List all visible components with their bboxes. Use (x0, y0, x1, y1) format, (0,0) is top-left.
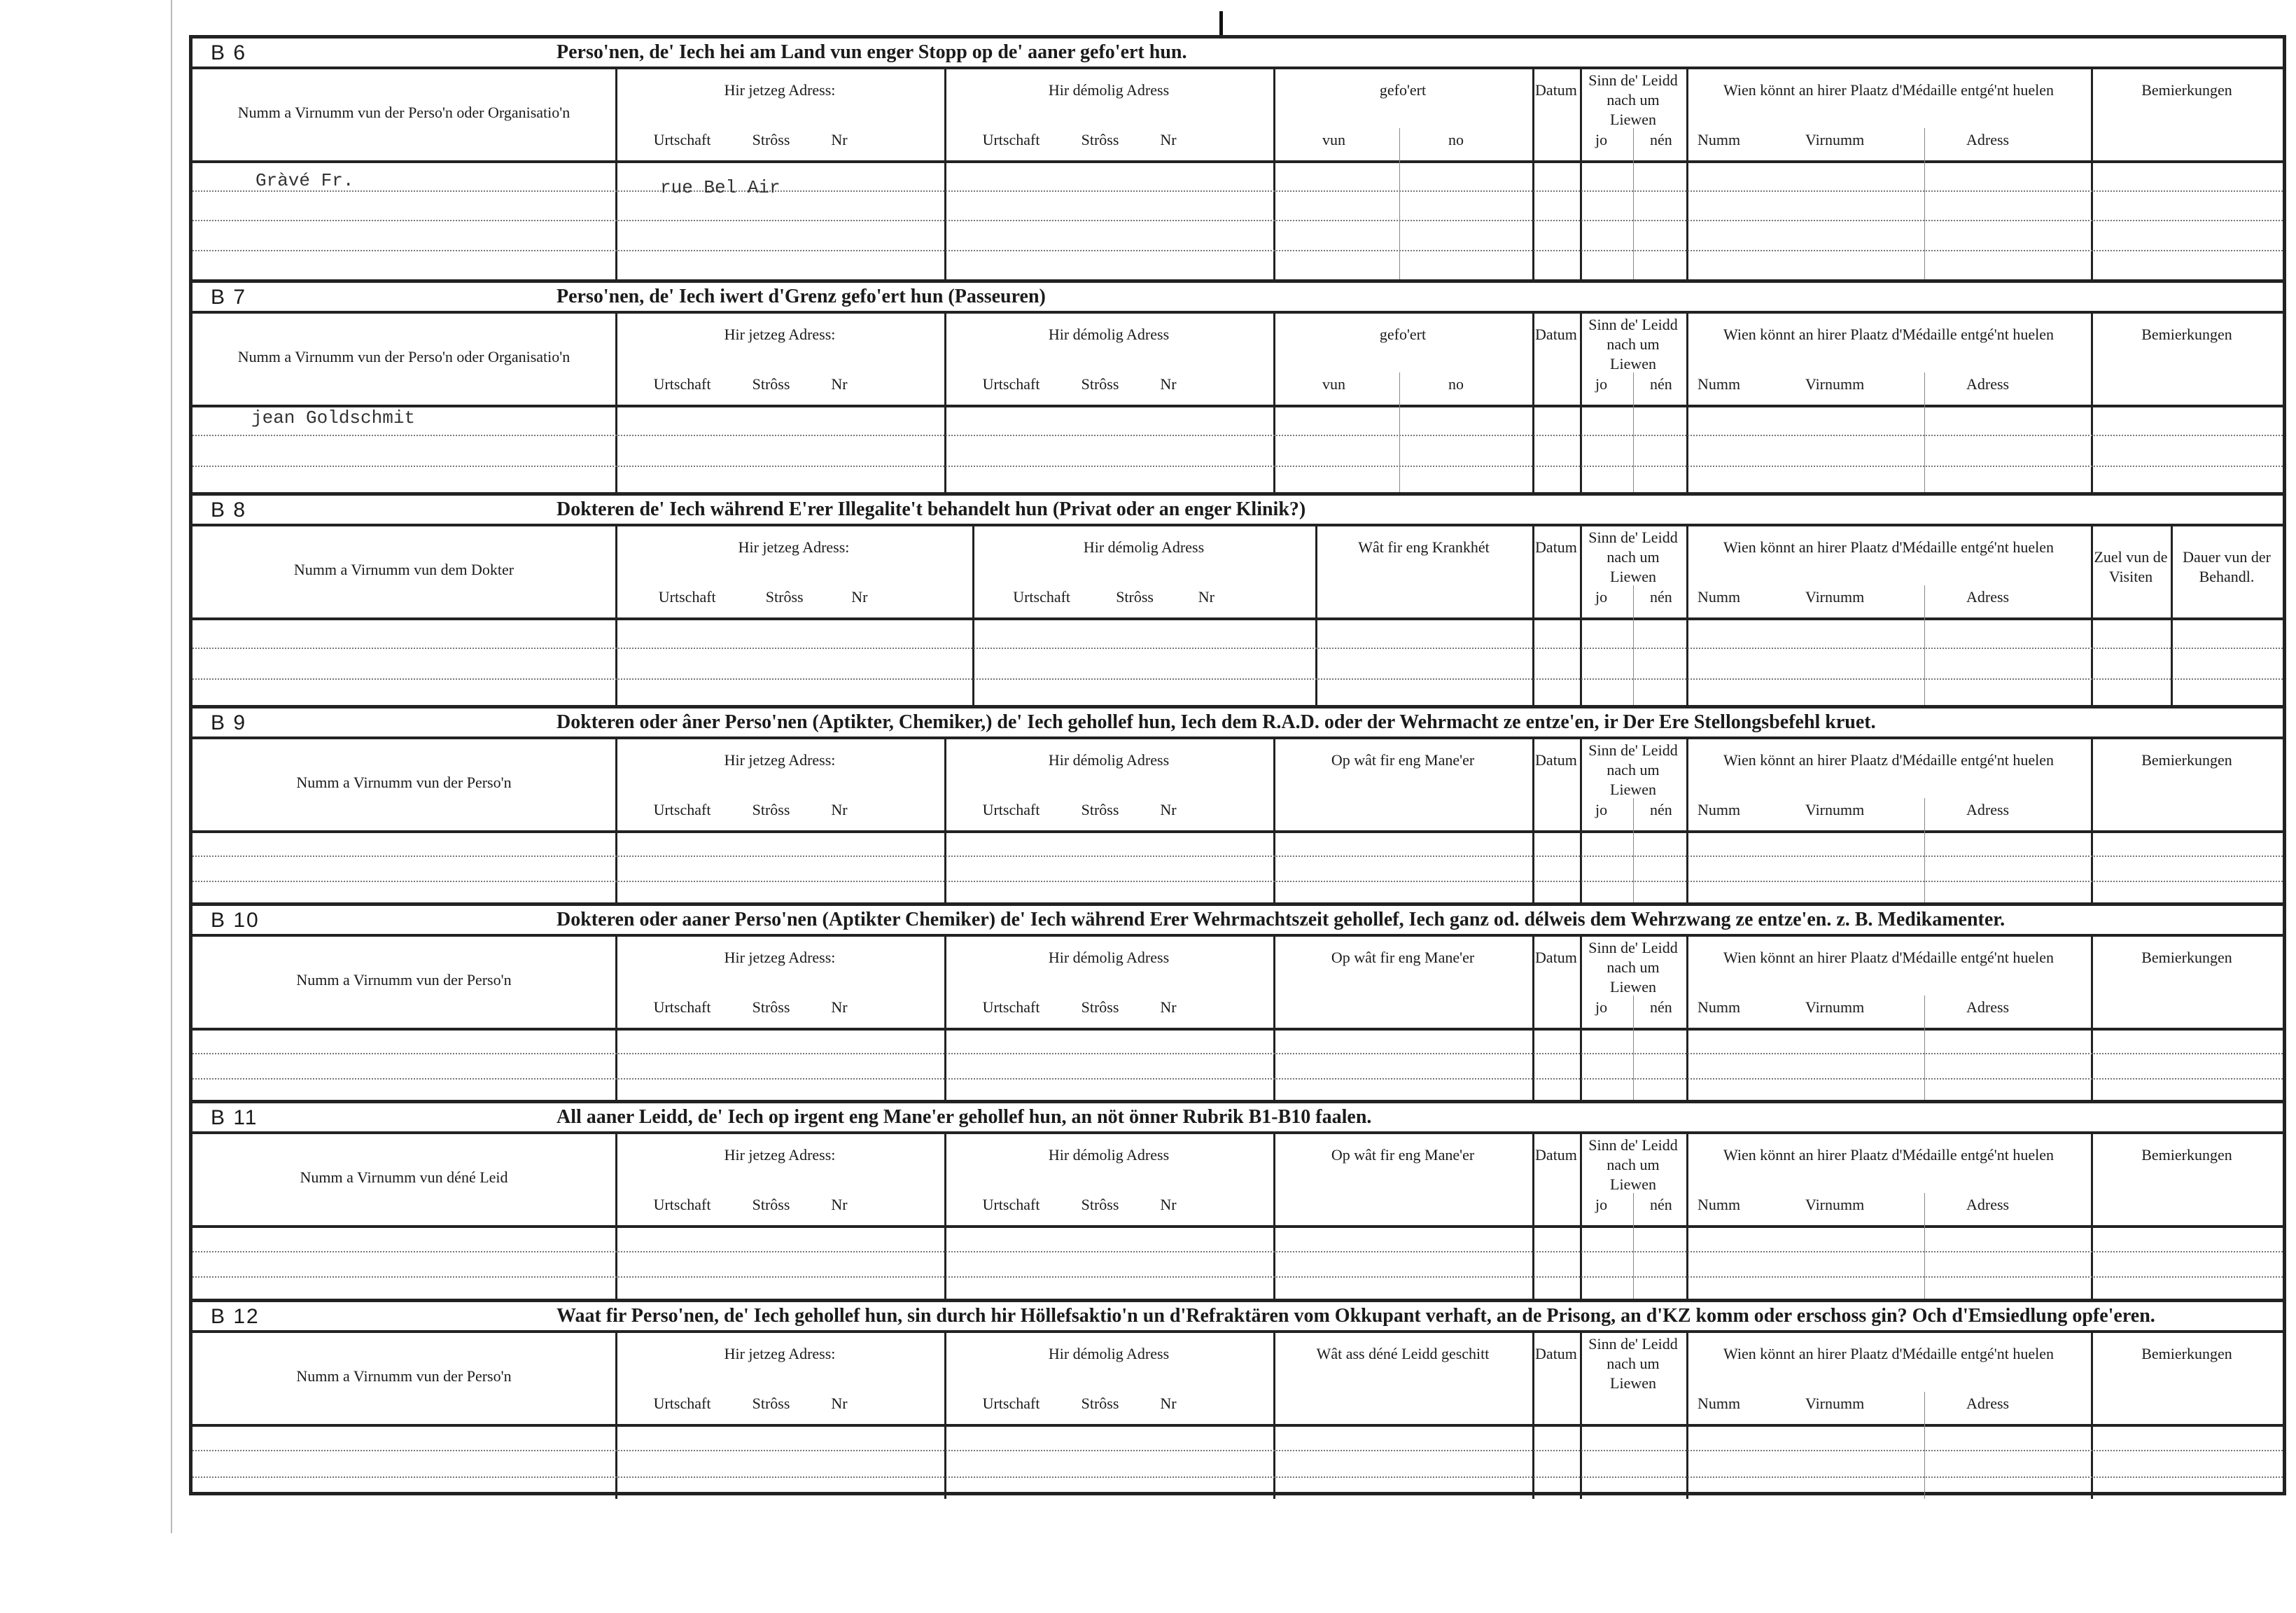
medal-divider (1924, 1193, 1925, 1299)
address-subheader: Strôss (752, 131, 790, 148)
section-title: Dokteren oder aaner Perso'nen (Aptikter Chemiker) de' Iech während Erer Wehrmachtszeit gehollef, Iech ganz od. délweis dem Wehrzwang ze entze'en. z. B. Medikamenter. (556, 909, 2005, 930)
driven-label: gefo'ert (1379, 326, 1427, 343)
column-rule (1686, 1333, 1688, 1499)
section-b11 (192, 1100, 2283, 1299)
yes-label: jo (1595, 1196, 1608, 1213)
date-label: Datum (1535, 81, 1577, 99)
current-address-label: Hir jetzeg Adress: (724, 751, 836, 769)
former-address-label: Hir démolig Adress (1048, 1345, 1170, 1362)
section-header (192, 496, 2283, 526)
column-rule (1532, 69, 1534, 279)
entry-line[interactable] (192, 1450, 2283, 1451)
first-column-label: Numm a Virnumm vun déné Leid (300, 1168, 508, 1186)
special-column-label: Op wât fir eng Mane'er (1331, 949, 1475, 966)
entry-line[interactable] (192, 1251, 2283, 1252)
address-subheader: Nr (851, 588, 868, 606)
former-address-label: Hir démolig Adress (1048, 326, 1170, 343)
yes-label: jo (1595, 131, 1608, 148)
section-title: Waat fir Perso'nen, de' Iech gehollef hun, sin durch hir Höllefsaktio'n un d'Refraktären vom Okkupant verhaft, an de Prisong, an d'KZ komm oder erschoss gin? Och d'Emsiedlung opfe'eren. (556, 1305, 2155, 1327)
medal-question-label: Wien könnt an hirer Plaatz d'Médaille entgé'nt huelen (1723, 949, 2054, 966)
yes-no-divider (1633, 372, 1634, 492)
column-rule (1273, 69, 1275, 279)
special-column-label: Wât ass déné Leidd geschitt (1316, 1345, 1490, 1362)
address-subheader: Urtschaft (653, 998, 711, 1016)
address-subheader: Nr (1160, 1395, 1177, 1412)
medal-address-label: Adress (1966, 588, 2010, 606)
address-subheader: Strôss (752, 998, 790, 1016)
former-address-label: Hir démolig Adress (1048, 1146, 1170, 1164)
header-rule (192, 160, 2283, 163)
address-subheader: Nr (831, 1196, 848, 1213)
address-subheader: Urtschaft (982, 1395, 1040, 1412)
address-subheader: Strôss (1081, 801, 1119, 818)
remarks-label: Bemierkungen (2141, 949, 2232, 966)
date-label: Datum (1535, 326, 1577, 343)
special-column-label: Op wât fir eng Mane'er (1331, 751, 1475, 769)
date-label: Datum (1535, 1146, 1577, 1164)
remarks-label: Bemierkungen (2141, 1345, 2232, 1362)
section-header (192, 283, 2283, 314)
yes-no-divider (1633, 996, 1634, 1100)
alive-question-label: Sinn de' Leidd nach um Liewen (1588, 1136, 1678, 1193)
address-subheader: Urtschaft (982, 801, 1040, 818)
date-label: Datum (1535, 949, 1577, 966)
medal-name-label: Numm (1698, 1196, 1741, 1213)
medal-firstname-label: Virnumm (1805, 1395, 1865, 1412)
medal-address-label: Adress (1966, 1196, 2010, 1213)
address-subheader: Urtschaft (653, 1395, 711, 1412)
former-address-label: Hir démolig Adress (1048, 751, 1170, 769)
to-label: no (1448, 131, 1464, 148)
former-address-label: Hir démolig Adress (1048, 81, 1170, 99)
entry-line[interactable] (192, 190, 2283, 192)
former-address-label: Hir démolig Adress (1048, 949, 1170, 966)
yes-no-divider (1633, 585, 1634, 705)
address-subheader: Urtschaft (653, 1196, 711, 1213)
from-label: vun (1322, 131, 1345, 148)
medal-divider (1924, 585, 1925, 705)
column-rule (1580, 1333, 1582, 1499)
alive-question-label: Sinn de' Leidd nach um Liewen (1588, 939, 1678, 996)
no-label: nén (1650, 998, 1672, 1016)
section-code: B 7 (211, 286, 247, 309)
section-b9 (192, 705, 2283, 902)
column-rule (1580, 937, 1582, 1100)
current-address-label: Hir jetzeg Adress: (738, 538, 850, 556)
address-subheader: Nr (1160, 131, 1177, 148)
medal-firstname-label: Virnumm (1805, 131, 1865, 148)
address-subheader: Strôss (752, 375, 790, 393)
alive-question-label: Sinn de' Leidd nach um Liewen (1588, 316, 1678, 372)
medal-address-label: Adress (1966, 375, 2010, 393)
alive-question-label: Sinn de' Leidd nach um Liewen (1588, 1335, 1678, 1392)
current-address-label: Hir jetzeg Adress: (724, 1345, 836, 1362)
alive-question-label: Sinn de' Leidd nach um Liewen (1588, 741, 1678, 798)
section-b12 (192, 1299, 2283, 1499)
section-title: Dokteren de' Iech während E'rer Illegalite't behandelt hun (Privat oder an enger Klinik?) (556, 498, 1306, 520)
address-subheader: Nr (1198, 588, 1215, 606)
address-subheader: Strôss (1116, 588, 1154, 606)
entry-line[interactable] (192, 881, 2283, 882)
section-title: Dokteren oder âner Perso'nen (Aptikter, Chemiker,) de' Iech gehollef hun, Iech dem R.A.D. oder der Wehrmacht ze entze'en, ir Der Ere Stellongsbefehl kruet. (556, 711, 1876, 733)
address-subheader: Nr (1160, 375, 1177, 393)
section-code: B 12 (211, 1305, 260, 1328)
medal-firstname-label: Virnumm (1805, 588, 1865, 606)
address-subheader: Urtschaft (658, 588, 716, 606)
address-subheader: Nr (1160, 998, 1177, 1016)
address-subheader: Strôss (752, 1196, 790, 1213)
first-column-label: Numm a Virnumm vun der Perso'n oder Organisatio'n (237, 104, 570, 121)
section-header (192, 906, 2283, 937)
duration-label: Dauer vun der Behandl. (2183, 548, 2271, 585)
column-rule (1686, 1134, 1688, 1299)
no-label: nén (1650, 588, 1672, 606)
address-subheader: Strôss (1081, 131, 1119, 148)
medal-question-label: Wien könnt an hirer Plaatz d'Médaille entgé'nt huelen (1723, 326, 2054, 343)
remarks-label: Bemierkungen (2141, 326, 2232, 343)
remarks-label: Bemierkungen (2141, 751, 2232, 769)
no-label: nén (1650, 1196, 1672, 1213)
visits-label: Zuel vun de Visiten (2094, 548, 2168, 585)
section-b7 (192, 279, 2283, 492)
address-subheader: Strôss (752, 1395, 790, 1412)
medal-firstname-label: Virnumm (1805, 1196, 1865, 1213)
section-b8 (192, 492, 2283, 705)
date-label: Datum (1535, 538, 1577, 556)
former-address-label: Hir démolig Adress (1083, 538, 1205, 556)
section-header (192, 39, 2283, 69)
entry-line[interactable] (192, 435, 2283, 436)
column-rule (1580, 1134, 1582, 1299)
medal-address-label: Adress (1966, 131, 2010, 148)
medal-divider (1924, 996, 1925, 1100)
header-rule (192, 1028, 2283, 1031)
column-rule (944, 69, 946, 279)
entry-line[interactable] (192, 1276, 2283, 1278)
section-code: B 9 (211, 711, 247, 734)
section-b6 (192, 39, 2283, 279)
yes-label: jo (1595, 998, 1608, 1016)
column-rule (1273, 1134, 1275, 1299)
column-rule (1686, 739, 1688, 902)
current-address-label: Hir jetzeg Adress: (724, 949, 836, 966)
section-header (192, 1103, 2283, 1134)
address-subheader: Nr (831, 801, 848, 818)
questionnaire-form (189, 35, 2286, 1495)
column-rule (615, 69, 617, 279)
yes-label: jo (1595, 588, 1608, 606)
medal-divider (1924, 128, 1925, 279)
first-column-label: Numm a Virnumm vun der Perso'n oder Organisatio'n (237, 348, 570, 365)
section-header (192, 708, 2283, 739)
section-title: Perso'nen, de' Iech iwert d'Grenz gefo'ert hun (Passeuren) (556, 286, 1046, 307)
from-label: vun (1322, 375, 1345, 393)
medal-address-label: Adress (1966, 1395, 2010, 1412)
entry-address[interactable]: rue Bel Air (660, 177, 780, 198)
medal-firstname-label: Virnumm (1805, 801, 1865, 818)
address-subheader: Strôss (1081, 998, 1119, 1016)
medal-divider (1924, 1392, 1925, 1499)
section-header (192, 1302, 2283, 1333)
medal-question-label: Wien könnt an hirer Plaatz d'Médaille entgé'nt huelen (1723, 81, 2054, 99)
entry-line[interactable] (192, 1476, 2283, 1478)
address-subheader: Strôss (752, 801, 790, 818)
medal-name-label: Numm (1698, 801, 1741, 818)
current-address-label: Hir jetzeg Adress: (724, 1146, 836, 1164)
no-label: nén (1650, 131, 1672, 148)
column-rule (1580, 739, 1582, 902)
column-rule (1686, 69, 1688, 279)
entry-line[interactable] (192, 466, 2283, 467)
section-code: B 11 (211, 1106, 258, 1129)
address-subheader: Nr (1160, 801, 1177, 818)
entry-line[interactable] (192, 220, 2283, 221)
entry-line[interactable] (192, 678, 2283, 680)
section-title: All aaner Leidd, de' Iech op irgent eng Mane'er gehollef hun, an nöt önner Rubrik B1-B10 faalen. (556, 1106, 1372, 1128)
medal-question-label: Wien könnt an hirer Plaatz d'Médaille entgé'nt huelen (1723, 538, 2054, 556)
column-rule (1273, 1333, 1275, 1499)
medal-question-label: Wien könnt an hirer Plaatz d'Médaille entgé'nt huelen (1723, 1345, 2054, 1362)
entry-line[interactable] (192, 1053, 2283, 1054)
header-rule (192, 405, 2283, 407)
remarks-label: Bemierkungen (2141, 81, 2232, 99)
medal-divider (1924, 372, 1925, 492)
address-subheader: Urtschaft (653, 375, 711, 393)
header-rule (192, 1424, 2283, 1427)
no-label: nén (1650, 801, 1672, 818)
section-code: B 8 (211, 498, 247, 522)
medal-name-label: Numm (1698, 131, 1741, 148)
page-mark (1219, 11, 1223, 35)
entry-name[interactable]: jean Goldschmit (251, 407, 416, 428)
address-subheader: Strôss (765, 588, 804, 606)
medal-name-label: Numm (1698, 588, 1741, 606)
header-rule (192, 830, 2283, 833)
column-rule (1686, 937, 1688, 1100)
current-address-label: Hir jetzeg Adress: (724, 81, 836, 99)
section-code: B 6 (211, 41, 247, 64)
to-label: no (1448, 375, 1464, 393)
first-column-label: Numm a Virnumm vun der Perso'n (296, 1367, 512, 1385)
address-subheader: Urtschaft (982, 998, 1040, 1016)
entry-line[interactable] (192, 856, 2283, 857)
medal-divider (1924, 798, 1925, 902)
section-b10 (192, 902, 2283, 1100)
first-column-label: Numm a Virnumm vun der Perso'n (296, 774, 512, 791)
address-subheader: Urtschaft (1013, 588, 1071, 606)
address-subheader: Urtschaft (653, 801, 711, 818)
no-label: nén (1650, 375, 1672, 393)
address-subheader: Urtschaft (653, 131, 711, 148)
special-column-label: Op wât fir eng Mane'er (1331, 1146, 1475, 1164)
medal-name-label: Numm (1698, 998, 1741, 1016)
date-label: Datum (1535, 751, 1577, 769)
address-subheader: Strôss (1081, 1196, 1119, 1213)
from-to-divider (1399, 128, 1400, 279)
column-rule (1273, 937, 1275, 1100)
special-column-label: Wât fir eng Krankhét (1358, 538, 1490, 556)
alive-question-label: Sinn de' Leidd nach um Liewen (1588, 529, 1678, 585)
column-rule (2091, 69, 2093, 279)
entry-name[interactable]: Gràvé Fr. (255, 170, 354, 191)
date-label: Datum (1535, 1345, 1577, 1362)
from-to-divider (1399, 372, 1400, 492)
address-subheader: Nr (831, 1395, 848, 1412)
current-address-label: Hir jetzeg Adress: (724, 326, 836, 343)
entry-line[interactable] (192, 648, 2283, 649)
yes-label: jo (1595, 375, 1608, 393)
address-subheader: Urtschaft (982, 131, 1040, 148)
first-column-label: Numm a Virnumm vun dem Dokter (293, 561, 514, 578)
remarks-label: Bemierkungen (2141, 1146, 2232, 1164)
medal-name-label: Numm (1698, 1395, 1741, 1412)
medal-question-label: Wien könnt an hirer Plaatz d'Médaille entgé'nt huelen (1723, 751, 2054, 769)
yes-label: jo (1595, 801, 1608, 818)
yes-no-divider (1633, 1193, 1634, 1299)
address-subheader: Nr (831, 131, 848, 148)
address-subheader: Nr (831, 375, 848, 393)
entry-line[interactable] (192, 1078, 2283, 1080)
column-rule (1273, 739, 1275, 902)
header-rule (192, 617, 2283, 620)
alive-question-label: Sinn de' Leidd nach um Liewen (1588, 71, 1678, 128)
address-subheader: Urtschaft (982, 375, 1040, 393)
medal-address-label: Adress (1966, 801, 2010, 818)
medal-firstname-label: Virnumm (1805, 998, 1865, 1016)
section-code: B 10 (211, 909, 260, 932)
medal-address-label: Adress (1966, 998, 2010, 1016)
medal-name-label: Numm (1698, 375, 1741, 393)
yes-no-divider (1633, 798, 1634, 902)
medal-firstname-label: Virnumm (1805, 375, 1865, 393)
driven-label: gefo'ert (1379, 81, 1427, 99)
address-subheader: Strôss (1081, 1395, 1119, 1412)
yes-no-divider (1633, 128, 1634, 279)
address-subheader: Urtschaft (982, 1196, 1040, 1213)
address-subheader: Nr (831, 998, 848, 1016)
first-column-label: Numm a Virnumm vun der Perso'n (296, 971, 512, 989)
address-subheader: Strôss (1081, 375, 1119, 393)
section-title: Perso'nen, de' Iech hei am Land vun enger Stopp op de' aaner gefo'ert hun. (556, 41, 1187, 63)
entry-line[interactable] (192, 250, 2283, 251)
page-margin-rule (171, 0, 172, 1533)
header-rule (192, 1225, 2283, 1228)
address-subheader: Nr (1160, 1196, 1177, 1213)
column-rule (1580, 69, 1582, 279)
medal-question-label: Wien könnt an hirer Plaatz d'Médaille entgé'nt huelen (1723, 1146, 2054, 1164)
